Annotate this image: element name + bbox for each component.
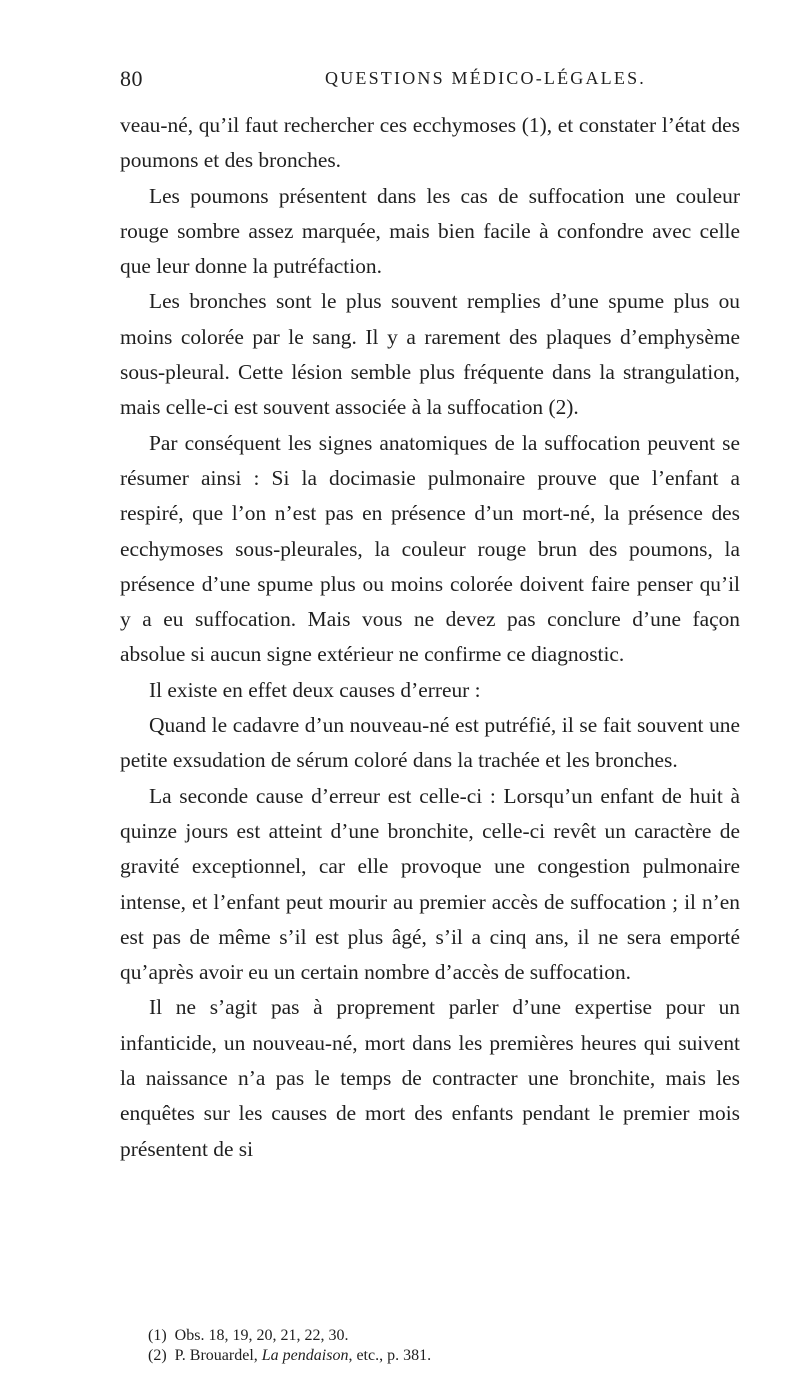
paragraph-infanticide: Il ne s’agit pas à proprement parler d’une expertise pour un infanticide, un nouveau-né, mort dans les premières heures qui suivent la naissance n’a pas le temps de contracter une bronchite, mais les enquêtes sur les causes de mort des enfants pendant le premier mois présentent de si — [120, 995, 740, 1161]
footnote-2 — [148, 1346, 708, 1366]
paragraph-anatomical-signs: Par conséquent les signes anatomiques de la suffocation peuvent se résumer ainsi : Si la docimasie pulmonaire prouve que l’enfant a respiré, que l’on n’est pas en présence d’un mort-né, la présence des ecchymoses sous-pleurales, la couleur rouge brun des poumons, la présence d’une spume plus ou moins colorée doivent faire penser qu’il y a eu suffocation. Mais vous ne devez pas conclure d’une façon absolue si aucun signe extérieur ne confirme ce diagnostic. — [120, 430, 740, 667]
footnotes — [148, 1326, 708, 1366]
paragraph-bronchitis: La seconde cause d’erreur est celle-ci : Lorsqu’un enfant de huit à quinze jours est atteint d’une bronchite, celle-ci revêt un caractère de gravité exceptionnel, car elle provoque une congestion pulmonaire intense, et l’enfant peut mourir au premier accès de suffocation ; il n’en est pas de même s’il est plus âgé, s’il a cinq ans, il ne sera emporté qu’après avoir eu un certain nombre d’accès de suffocation. — [120, 783, 740, 985]
footnote-text: Obs. 18, 19, 20, 21, 22, 30. — [174, 1327, 349, 1344]
footnote-1 — [148, 1326, 708, 1346]
paragraph-bronchi: Les bronches sont le plus souvent remplies d’une spume plus ou moins colorée par le sang. Il y a rarement des plaques d’emphysème sous-pleural. Cette lésion semble plus fréquente dans la strangulation, mais celle-ci est souvent associée à la suffocation (2). — [120, 289, 740, 420]
footnote-reference: , etc., p. 381. — [348, 1347, 432, 1364]
footnote-title: La pendaison — [261, 1347, 349, 1364]
paragraph-causes-of-error: Il existe en effet deux causes d’erreur : — [149, 677, 481, 702]
paragraph-lungs: Les poumons présentent dans les cas de suffocation une couleur rouge sombre assez marquée, mais bien facile à confondre avec celle que leur donne la putréfaction. — [120, 183, 740, 279]
footnote-mark: (1) — [148, 1327, 167, 1344]
body-text — [120, 108, 740, 1167]
page-header — [120, 66, 730, 96]
running-head: QUESTIONS MÉDICO-LÉGALES. — [325, 68, 646, 88]
footnote-author: P. Brouardel, — [174, 1347, 258, 1364]
page-number: 80 — [120, 66, 143, 91]
footnote-mark: (2) — [148, 1347, 167, 1364]
paragraph-putrefaction: Quand le cadavre d’un nouveau-né est putréfié, il se fait souvent une petite exsudation de sérum coloré dans la trachée et les bronches. — [120, 713, 740, 773]
paragraph-continuation: veau-né, qu’il faut rechercher ces ecchymoses (1), et constater l’état des poumons et des bronches. — [120, 113, 740, 173]
